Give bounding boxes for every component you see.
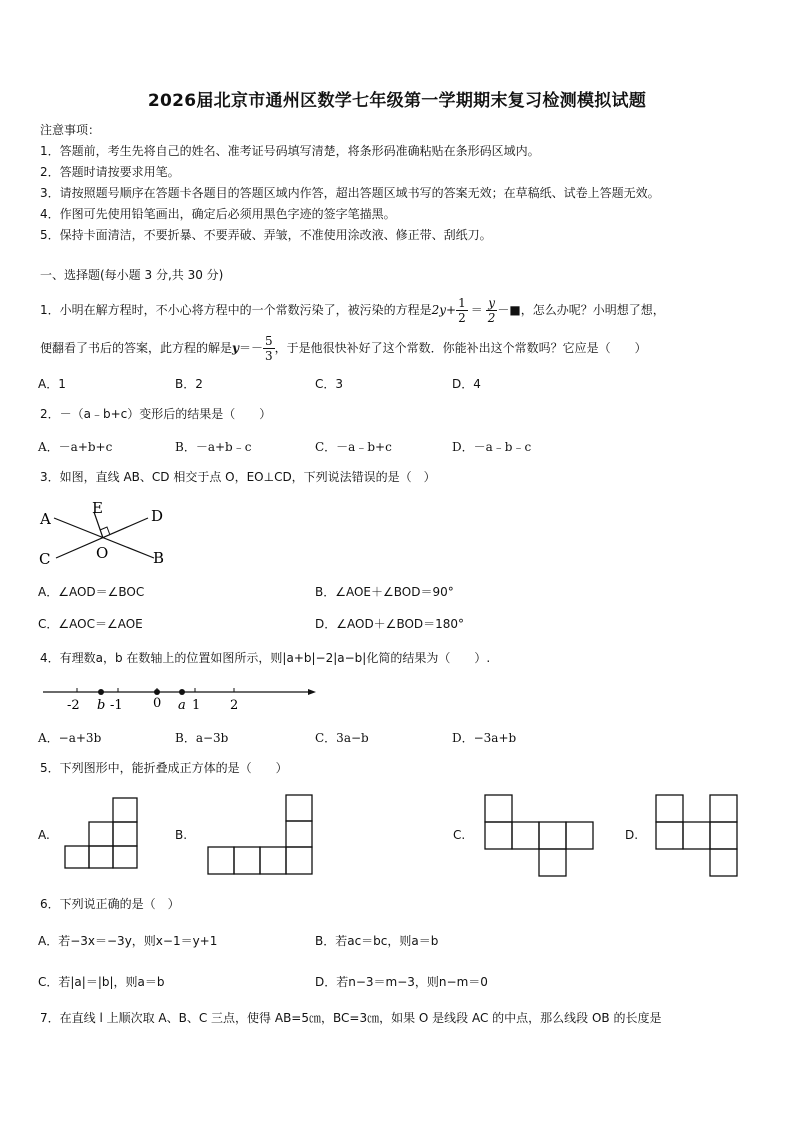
net-square bbox=[710, 849, 737, 876]
q1-fraction-1 bbox=[456, 296, 468, 325]
question-1-line-1 bbox=[40, 290, 665, 330]
q5-option-d-label: D. bbox=[625, 828, 639, 842]
q1-eq-equals: ＝ bbox=[470, 303, 483, 317]
net-square bbox=[208, 847, 234, 874]
q5-option-b-label: B. bbox=[175, 828, 188, 842]
label-d: D bbox=[151, 507, 164, 525]
section-heading: 一、选择题(每小题 3 分,共 30 分) bbox=[40, 268, 224, 282]
net-square bbox=[286, 847, 312, 874]
q1-fraction-3-num: 5 bbox=[265, 333, 273, 348]
axis-arrow-icon bbox=[308, 689, 316, 695]
net-square bbox=[260, 847, 286, 874]
q5-option-c-label: C. bbox=[453, 828, 466, 842]
label-e: E bbox=[92, 499, 103, 517]
net-square bbox=[113, 846, 137, 868]
q1-fraction-2 bbox=[486, 296, 498, 325]
net-square bbox=[113, 822, 137, 846]
net-square bbox=[656, 795, 683, 822]
q5-net-c bbox=[483, 793, 595, 879]
label-b: B bbox=[153, 549, 165, 567]
q6-option-d: D．若n−3＝m−3，则n−m＝0 bbox=[315, 975, 488, 989]
net-square bbox=[512, 822, 539, 849]
point-zero bbox=[154, 689, 160, 695]
q3-option-d: D．∠AOD＋∠BOD＝180° bbox=[315, 617, 465, 631]
net-square bbox=[89, 822, 113, 846]
q2-option-c: C．－a﹣b+c bbox=[315, 440, 392, 454]
net-square bbox=[89, 846, 113, 868]
q5-option-a-label: A. bbox=[38, 828, 50, 842]
page-title: 2026届北京市通州区数学七年级第一学期期末复习检测模拟试题 bbox=[147, 91, 647, 111]
net-square bbox=[286, 795, 312, 821]
notice-item: 3．请按照题号顺序在答题卡各题目的答题区域内作答，超出答题区域书写的答案无效；在草稿纸、试卷上答题无效。 bbox=[40, 186, 660, 200]
q1-fraction-1-den: 2 bbox=[458, 310, 466, 325]
q4-number-line bbox=[40, 680, 320, 716]
point-b bbox=[98, 689, 104, 695]
q6-option-a: A．若−3x＝−3y，则x−1＝y+1 bbox=[38, 934, 218, 948]
q1-fraction-3 bbox=[263, 334, 275, 363]
tick-label-1: 1 bbox=[192, 698, 201, 713]
q4-option-c: C．3a−b bbox=[315, 731, 369, 745]
q1-option-b: B．2 bbox=[175, 377, 203, 391]
q1-option-c: C．3 bbox=[315, 377, 344, 391]
net-square bbox=[710, 822, 737, 849]
notice-item: 5．保持卡面清洁，不要折暴、不要弄破、弄皱，不准使用涂改液、修正带、刮纸刀。 bbox=[40, 228, 492, 242]
notice-heading: 注意事项： bbox=[40, 123, 101, 137]
q1-sol-eq: ＝－ bbox=[239, 341, 264, 355]
label-o: O bbox=[96, 544, 109, 562]
q1-option-d: D．4 bbox=[452, 377, 481, 391]
q6-option-c: C．若|a|＝|b|，则a＝b bbox=[38, 975, 165, 989]
q2-option-b: B．－a+b﹣c bbox=[175, 440, 252, 454]
tick-label-neg1: -1 bbox=[110, 698, 123, 713]
notice-item: 2．答题时请按要求用笔。 bbox=[40, 165, 180, 179]
tick-label-zero: 0 bbox=[153, 696, 162, 711]
q1-fraction-2-den: 2 bbox=[487, 310, 496, 325]
net-square bbox=[710, 795, 737, 822]
q3-option-a: A．∠AOD＝∠BOC bbox=[38, 585, 145, 599]
net-square bbox=[65, 846, 89, 868]
q1-text-d: ，于是他很快补好了这个常数．你能补出这个常数吗？它应是（ ） bbox=[274, 341, 647, 355]
net-square bbox=[539, 822, 566, 849]
q1-fraction-1-num: 1 bbox=[458, 295, 466, 310]
net-square bbox=[286, 821, 312, 847]
q1-fraction-2-num: y bbox=[486, 296, 498, 311]
question-1-line-2 bbox=[40, 328, 647, 368]
net-square bbox=[234, 847, 260, 874]
q1-option-a: A．1 bbox=[38, 377, 66, 391]
tick-label-a: a bbox=[178, 698, 186, 713]
tick-label-neg2: -2 bbox=[67, 698, 80, 713]
net-square bbox=[683, 822, 710, 849]
question-5-text: 5．下列图形中，能折叠成正方体的是（ ） bbox=[40, 761, 288, 775]
label-a: A bbox=[40, 510, 51, 528]
q4-option-b: B．a−3b bbox=[175, 731, 229, 745]
question-4-text: 4．有理数a，b 在数轴上的位置如图所示，则|a+b|−2|a−b|化简的结果为（ ）. bbox=[40, 651, 491, 665]
tick-label-b: b bbox=[97, 698, 106, 713]
notice-item: 4．作图可先使用铅笔画出，确定后必须用黑色字迹的签字笔描黑。 bbox=[40, 207, 396, 221]
notice-item: 1．答题前，考生先将自己的姓名、准考证号码填写清楚，将条形码准确粘贴在条形码区域内。 bbox=[40, 144, 540, 158]
net-square bbox=[656, 822, 683, 849]
net-square bbox=[485, 795, 512, 822]
q2-option-a: A．－a+b+c bbox=[38, 440, 113, 454]
q5-net-a bbox=[64, 796, 140, 870]
question-6-text: 6．下列说正确的是（ ） bbox=[40, 897, 180, 911]
q6-option-b: B．若ac＝bc，则a＝b bbox=[315, 934, 439, 948]
net-square bbox=[113, 798, 137, 822]
q5-net-d bbox=[654, 793, 740, 879]
question-3-text: 3．如图，直线 AB、CD 相交于点 O，EO⊥CD，下列说法错误的是（ ） bbox=[40, 470, 436, 484]
q1-text-a: 1．小明在解方程时，不小心将方程中的一个常数污染了，被污染的方程是 bbox=[40, 303, 432, 317]
q1-text-b: ，怎么办呢？小明想了想， bbox=[520, 303, 665, 317]
q3-figure-intersecting-lines bbox=[36, 496, 176, 574]
q4-option-d: D．−3a+b bbox=[452, 731, 517, 745]
tick-label-2: 2 bbox=[230, 698, 239, 713]
point-a bbox=[179, 689, 185, 695]
net-square bbox=[566, 822, 593, 849]
q3-option-c: C．∠AOC＝∠AOE bbox=[38, 617, 143, 631]
question-2-text: 2．－（a﹣b+c）变形后的结果是（ ） bbox=[40, 407, 272, 421]
net-square bbox=[539, 849, 566, 876]
question-7-text: 7．在直线 l 上顺次取 A、B、C 三点，使得 AB=5㎝，BC=3㎝，如果 O 是线段 AC 的中点，那么线段 OB 的长度是 bbox=[40, 1011, 662, 1025]
q5-net-b bbox=[205, 793, 315, 877]
q4-option-a: A．−a+3b bbox=[38, 731, 102, 745]
q3-option-b: B．∠AOE＋∠BOD＝90° bbox=[315, 585, 454, 599]
net-square bbox=[485, 822, 512, 849]
q1-text-c: 便翻看了书后的答案，此方程的解是 bbox=[40, 341, 233, 355]
q1-eq-2y: 2y+ bbox=[431, 303, 457, 317]
q2-option-d: D．－a﹣b﹣c bbox=[452, 440, 532, 454]
q1-eq-tail: －■ bbox=[497, 303, 521, 317]
q1-sol-lhs: y bbox=[232, 341, 239, 355]
q1-fraction-3-den: 3 bbox=[265, 348, 273, 363]
label-c: C bbox=[39, 550, 51, 568]
